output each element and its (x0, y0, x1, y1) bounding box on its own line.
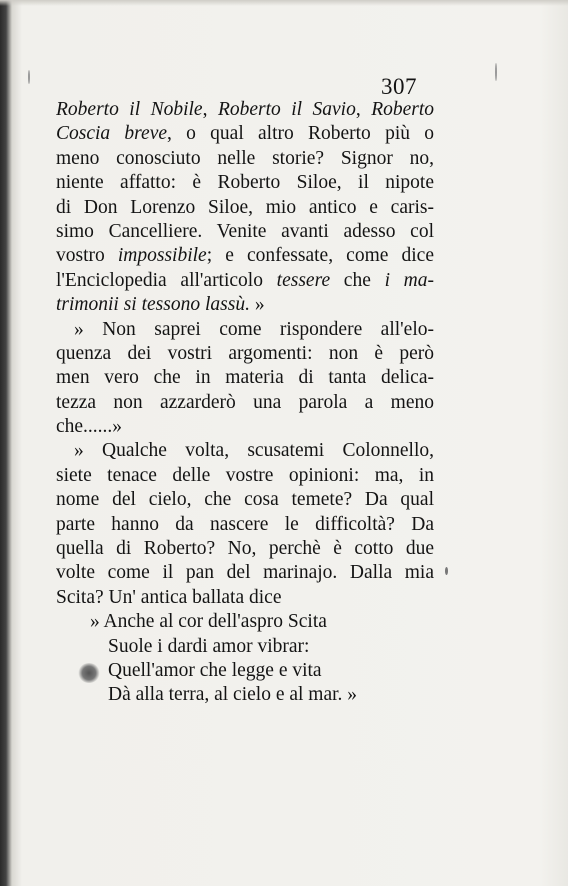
verse-line-2: Suole i dardi amor vibrar: (108, 635, 310, 657)
text-line-15: » Qualche volta, scusatemi Colonnello, (74, 440, 434, 462)
ink-speck (445, 567, 448, 575)
text-line-1: Roberto il Nobile, Roberto il Savio, Roberto (56, 99, 434, 120)
text-line-21: Scita? Un' antica ballata dice (56, 586, 282, 608)
text-line-7: vostro impossibile; e confessate, come dice (56, 245, 434, 267)
text-line-19: quella di Roberto? No, perchè è cotto due (56, 538, 434, 560)
text-line-2: Coscia breve, o qual altro Roberto più o (56, 123, 434, 145)
verse-line-1: » Anche al cor dell'aspro Scita (90, 611, 327, 633)
text-line-12: men vero che in materia di tanta delica- (56, 367, 434, 389)
text-line-20: volte come il pan del marinajo. Dalla mia (56, 562, 434, 584)
page-text (56, 98, 434, 708)
ink-speck (495, 63, 497, 81)
verse-line-4: Dà alla terra, al cielo e al mar. » (108, 684, 358, 706)
text-line-11: quenza dei vostri argomenti: non è però (56, 342, 434, 364)
page-number: 307 (381, 74, 417, 99)
ink-blot (78, 663, 100, 683)
ink-speck (28, 70, 30, 84)
text-line-8: l'Enciclopedia all'articolo tessere che i ma- (56, 269, 434, 291)
text-line-16: siete tenace delle vostre opinioni: ma, in (56, 464, 434, 486)
text-line-4: niente affatto: è Roberto Siloe, il nipote (56, 172, 434, 194)
text-line-18: parte hanno da nascere le difficoltà? Da (56, 513, 434, 535)
text-line-17: nome del cielo, che cosa temete? Da qual (56, 489, 434, 511)
text-line-9: trimonii si tessono lassù. » (56, 294, 265, 316)
text-line-3: meno conosciuto nelle storie? Signor no, (56, 147, 434, 169)
text-line-10: » Non saprei come rispondere all'elo- (74, 318, 434, 340)
text-line-6: simo Cancelliere. Venite avanti adesso col (56, 220, 434, 242)
verse-line-3: Quell'amor che legge e vita (108, 659, 322, 681)
text-line-13: tezza non azzarderò una parola a meno (56, 391, 434, 413)
text-line-14: che......» (56, 416, 123, 438)
text-line-5: di Don Lorenzo Siloe, mio antico e caris- (56, 196, 434, 218)
scan-shadow (0, 0, 568, 6)
